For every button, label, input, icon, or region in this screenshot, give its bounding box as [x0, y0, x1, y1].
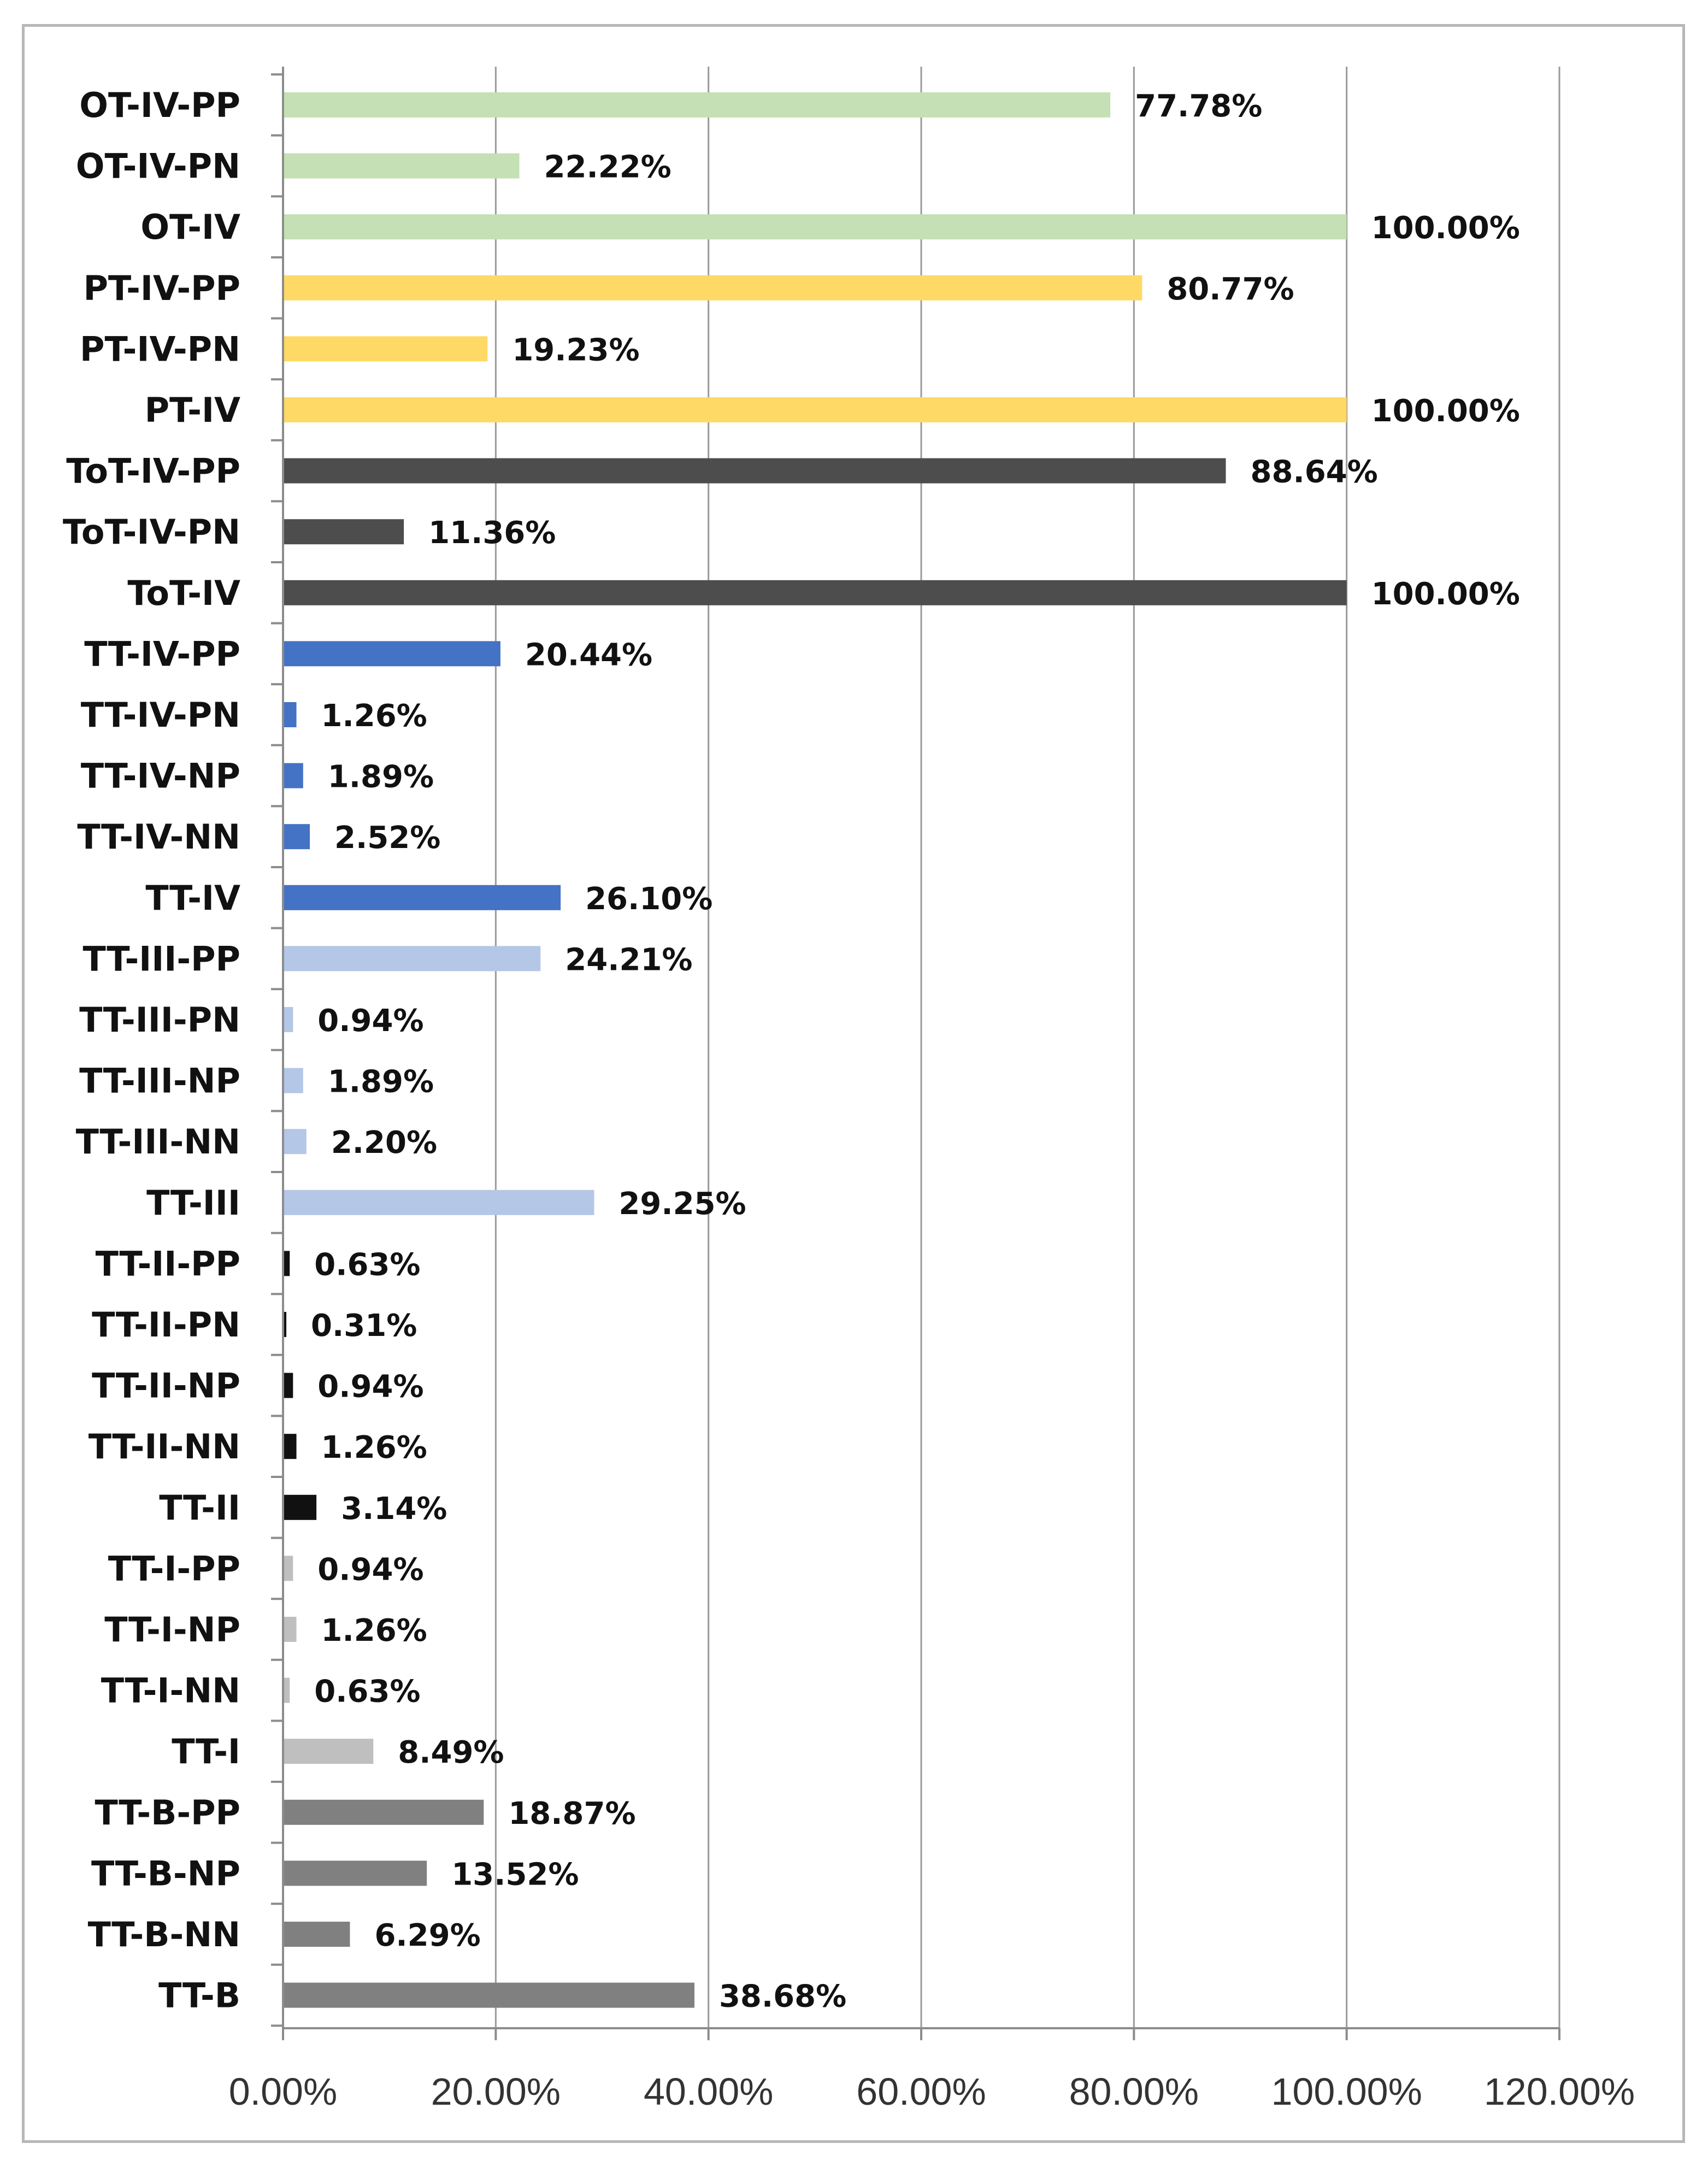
value-label: 24.21% — [565, 942, 693, 978]
category-label: TT-II-NP — [92, 1365, 240, 1406]
bar — [283, 1190, 594, 1215]
category-label: OT-IV-PP — [79, 85, 240, 125]
value-label: 38.68% — [718, 1978, 847, 2015]
x-tick-label: 40.00% — [643, 2070, 774, 2113]
category-label: TT-IV-PP — [84, 634, 240, 674]
value-label: 11.36% — [428, 515, 556, 551]
category-label: PT-IV-PN — [80, 329, 240, 369]
value-label: 100.00% — [1371, 210, 1520, 246]
value-label: 88.64% — [1250, 454, 1378, 490]
bars — [283, 92, 1347, 2008]
value-label: 20.44% — [525, 637, 653, 673]
category-label: TT-III-NN — [75, 1122, 240, 1162]
value-label: 2.52% — [334, 820, 441, 856]
value-label: 0.94% — [317, 1003, 424, 1039]
value-label: 80.77% — [1167, 271, 1294, 307]
value-label: 100.00% — [1371, 393, 1520, 429]
category-label: TT-II-NN — [88, 1427, 240, 1467]
category-label: TT-II-PN — [92, 1305, 240, 1345]
value-label: 18.87% — [508, 1795, 636, 1832]
value-label: 22.22% — [544, 149, 672, 185]
category-label: TT-II — [159, 1487, 240, 1528]
bar — [283, 1068, 303, 1093]
category-label: TT-III-NP — [79, 1061, 240, 1101]
category-label: TT-IV-NN — [77, 817, 240, 857]
bar — [283, 519, 404, 544]
value-label: 0.63% — [314, 1674, 421, 1710]
value-label: 19.23% — [512, 332, 640, 368]
bar — [283, 1922, 350, 1947]
x-tick-label: 20.00% — [431, 2070, 561, 2113]
category-label: TT-B-NP — [91, 1853, 240, 1894]
category-label: TT-III-PP — [83, 939, 240, 979]
value-label: 0.31% — [311, 1308, 417, 1344]
bar — [283, 824, 310, 849]
bar — [283, 1739, 373, 1764]
bar — [283, 1800, 484, 1825]
value-label: 0.63% — [314, 1247, 421, 1283]
bar — [283, 1495, 316, 1520]
category-label: ToT-IV-PN — [62, 512, 240, 552]
x-tick-label: 100.00% — [1271, 2070, 1422, 2113]
category-label: TT-B-PP — [95, 1792, 240, 1833]
bar — [283, 702, 297, 727]
value-label: 1.89% — [327, 759, 434, 795]
bar — [283, 1434, 297, 1459]
x-tick-label: 0.00% — [228, 2070, 338, 2113]
bar — [283, 214, 1347, 239]
bar — [283, 397, 1347, 422]
gridlines — [496, 67, 1559, 2028]
bar — [283, 1556, 293, 1581]
x-tick-label: 80.00% — [1069, 2070, 1199, 2113]
value-label: 1.89% — [327, 1064, 434, 1100]
x-tick-label: 60.00% — [856, 2070, 986, 2113]
category-label: TT-B-NN — [87, 1915, 240, 1954]
bar — [283, 458, 1226, 484]
category-label: TT-IV-NP — [80, 756, 240, 796]
category-label: ToT-IV — [127, 573, 240, 613]
bar — [283, 336, 487, 361]
value-label: 26.10% — [585, 881, 713, 917]
bar — [283, 641, 500, 666]
bar — [283, 763, 303, 788]
value-label: 13.52% — [451, 1857, 579, 1893]
value-label: 0.94% — [317, 1552, 424, 1588]
category-label: TT-B — [158, 1975, 240, 2016]
bar — [283, 1007, 293, 1032]
bar — [283, 1860, 427, 1886]
category-label: TT-I — [172, 1732, 240, 1772]
bar — [283, 946, 540, 971]
category-label: TT-IV — [145, 878, 240, 918]
bar — [283, 154, 520, 179]
value-label: 2.20% — [331, 1125, 438, 1161]
value-label: 1.26% — [321, 1613, 427, 1648]
bar — [283, 580, 1347, 605]
category-label: TT-III — [146, 1182, 240, 1223]
category-label: OT-IV — [140, 207, 240, 248]
bar — [283, 92, 1110, 117]
category-label: OT-IV-PN — [75, 146, 240, 186]
category-labels — [63, 85, 240, 2016]
value-label: 6.29% — [374, 1918, 481, 1953]
category-label: TT-I-NN — [101, 1670, 240, 1711]
category-label: TT-IV-PN — [80, 695, 240, 735]
bar — [283, 1617, 297, 1642]
category-label: TT-I-NP — [104, 1610, 240, 1650]
value-label: 0.94% — [317, 1369, 424, 1405]
bar — [283, 1983, 694, 2008]
category-label: PT-IV-PP — [83, 268, 240, 308]
bar — [283, 885, 561, 910]
value-labels — [311, 89, 1520, 2015]
category-label: PT-IV — [144, 390, 240, 430]
category-label: ToT-IV-PP — [66, 451, 240, 491]
value-label: 8.49% — [398, 1735, 504, 1771]
value-label: 100.00% — [1371, 576, 1520, 612]
category-label: TT-II-PP — [95, 1244, 240, 1284]
x-tick-label: 120.00% — [1483, 2070, 1635, 2113]
value-label: 29.25% — [619, 1186, 746, 1222]
value-label: 3.14% — [341, 1491, 447, 1527]
category-label: TT-III-PN — [79, 1000, 240, 1040]
bar — [283, 1373, 293, 1398]
value-label: 1.26% — [321, 698, 427, 734]
x-tick-labels — [229, 2070, 1635, 2113]
category-label: TT-I-PP — [108, 1548, 240, 1589]
value-label: 1.26% — [321, 1430, 427, 1466]
bar — [283, 1129, 307, 1154]
bar — [283, 275, 1142, 301]
value-label: 77.78% — [1135, 89, 1263, 124]
